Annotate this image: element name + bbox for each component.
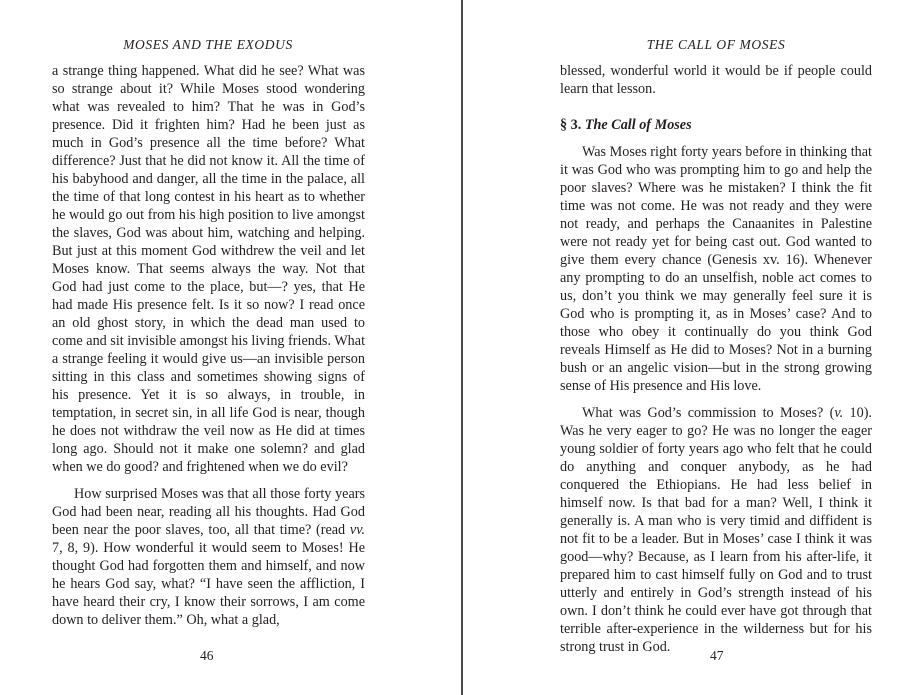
verse-reference: v. bbox=[834, 405, 844, 421]
paragraph-text: How surprised Moses was that all those forty years God had been near, reading all his thoughts. Had God been near the poor slaves, too, all that time? (read bbox=[52, 486, 365, 538]
paragraph-text: What was God’s commission to Moses? ( bbox=[582, 405, 835, 421]
right-page-text bbox=[560, 62, 872, 656]
left-page bbox=[0, 0, 461, 695]
paragraph bbox=[52, 485, 365, 629]
paragraph bbox=[560, 404, 872, 656]
left-page-text bbox=[52, 62, 365, 629]
running-head-right: THE CALL OF MOSES bbox=[646, 37, 786, 52]
section-heading bbox=[560, 116, 872, 134]
running-head-left: MOSES AND THE EXODUS bbox=[123, 37, 293, 52]
page-number-right: 47 bbox=[710, 648, 724, 663]
paragraph-text: 10). Was he very eager to go? He was no longer the eager young soldier of forty years ago who felt that he could do anything and conquer anybody, as he had conquered the Ethiopians. He had less belief in himself now. Is that bad for a man? Well, I think it generally is. A man who is very timid and diffident is not fit to be a leader. But in Moses’ case I think it was good—why? Because, as I learn from his after-life, it prepared him to cast himself fully on God and to trust utterly and entirely in God’s strength instead of his own. I don’t think he could ever have got through that terrible after-experience in the wilderness but for his strong trust in God. bbox=[560, 405, 872, 655]
section-number: § 3. bbox=[560, 117, 582, 133]
page-number-left: 46 bbox=[200, 648, 214, 663]
right-page bbox=[463, 0, 924, 695]
paragraph: a strange thing happened. What did he see? What was so strange about it? While Moses stood wondering what was revealed to him? That he was in God’s presence. Did it frighten him? Had he been just as much in God’s presence all the time before? What difference? Just that he did not know it. All the time of his babyhood and danger, all the time in the palace, all the time of that long contest in his heart as to whether he would go out from his high position to live amongst the slaves, God was about him, watching and helping. But just at this moment God withdrew the veil and let Moses know. That seems always the way. Not that God had just come to the place, but—? yes, that He had made His presence felt. Is it so now? I read once an old ghost story, in which the dead man used to come and sit invisible amongst his living friends. What a strange feeling it would give us—an invisible person sitting in this class and sometimes showing signs of his presence. Yet it is so always, in trouble, in temptation, in secret sin, in all life God is near, though he does not withdraw the veil now as He did at times long ago. Should not it make one solemn? and glad when we do good? and frightened when we do evil? bbox=[52, 63, 366, 475]
paragraph: blessed, wonderful world it would be if people could learn that lesson. bbox=[560, 63, 872, 97]
verse-reference: vv. bbox=[349, 522, 365, 538]
paragraph-text: 7, 8, 9). How wonderful it would seem to Moses! He thought God had forgotten them and himself, and now he hears God say, what? “I have seen the affliction, I have heard their cry, I know their sorrows, I am come down to deliver them.” Oh, what a glad, bbox=[52, 540, 365, 628]
section-title: The Call of Moses bbox=[584, 117, 692, 133]
paragraph: Was Moses right forty years before in thinking that it was God who was prompting him to go and help the poor slaves? Where was he mistaken? I think the fit time was not come. He was not ready and they were not ready, and perhaps the Canaanites in Palestine were not ready yet for being cast out. God wanted to give them every chance (Genesis xv. 16). Whenever any prompting to do an unselfish, noble act comes to us, don’t you think we may generally feel sure it is God who is prompting it, as in Moses’ case? And to those who obey it continually do you think God reveals Himself as He did to Moses? Not in a burning bush or an angelic vision—but in the strong growing sense of His presence and His love. bbox=[560, 144, 872, 394]
